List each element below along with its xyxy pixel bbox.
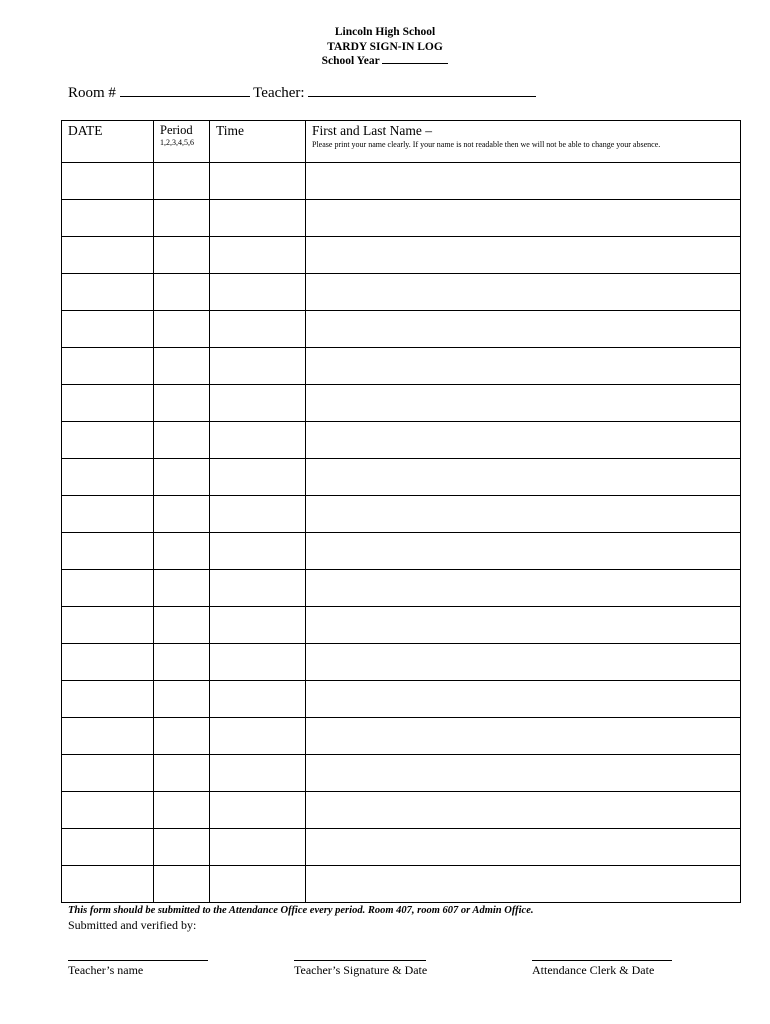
period-cell[interactable] — [154, 237, 210, 274]
name-cell[interactable] — [306, 163, 741, 200]
name-cell[interactable] — [306, 829, 741, 866]
name-header-note: Please print your name clearly. If your name is not readable then we will not be able to change your absence. — [312, 140, 661, 149]
date-header-label: DATE — [68, 123, 103, 138]
tardy-log-table — [61, 120, 741, 903]
time-cell[interactable] — [210, 348, 306, 385]
name-cell[interactable] — [306, 348, 741, 385]
school-year-line — [0, 54, 770, 69]
time-cell[interactable] — [210, 829, 306, 866]
teacher-name-signature — [68, 952, 208, 978]
attendance-clerk-line[interactable] — [532, 952, 672, 961]
date-cell[interactable] — [62, 422, 154, 459]
table-row — [62, 533, 741, 570]
form-header — [0, 25, 770, 69]
teacher-name-line[interactable] — [68, 952, 208, 961]
name-cell[interactable] — [306, 644, 741, 681]
time-cell[interactable] — [210, 459, 306, 496]
time-header-label: Time — [216, 123, 245, 138]
period-cell[interactable] — [154, 459, 210, 496]
submitted-verified-label: Submitted and verified by: — [68, 918, 197, 932]
time-cell[interactable] — [210, 200, 306, 237]
name-header-label: First and Last Name – — [312, 123, 432, 138]
room-label: Room # — [68, 85, 116, 101]
table-row — [62, 311, 741, 348]
time-cell[interactable] — [210, 422, 306, 459]
period-cell[interactable] — [154, 496, 210, 533]
attendance-clerk-signature — [532, 952, 672, 978]
name-cell[interactable] — [306, 274, 741, 311]
date-cell[interactable] — [62, 459, 154, 496]
table-row — [62, 163, 741, 200]
date-cell[interactable] — [62, 385, 154, 422]
time-cell[interactable] — [210, 163, 306, 200]
period-options: 1,2,3,4,5,6 — [160, 138, 194, 147]
table-header-row — [62, 121, 741, 163]
period-header-label: Period — [160, 123, 193, 137]
teacher-label: Teacher: — [253, 85, 305, 101]
period-cell[interactable] — [154, 422, 210, 459]
period-cell[interactable] — [154, 533, 210, 570]
date-cell[interactable] — [62, 792, 154, 829]
log-body — [62, 163, 741, 903]
time-cell[interactable] — [210, 496, 306, 533]
date-cell[interactable] — [62, 570, 154, 607]
submission-note: This form should be submitted to the Attendance Office every period. Room 407, room 607 or Admin Office. — [68, 905, 534, 916]
teacher-signature-caption: Teacher’s Signature & Date — [294, 963, 428, 977]
period-cell[interactable] — [154, 866, 210, 903]
time-cell[interactable] — [210, 533, 306, 570]
time-cell[interactable] — [210, 792, 306, 829]
period-cell[interactable] — [154, 829, 210, 866]
name-cell[interactable] — [306, 385, 741, 422]
school-year-field[interactable] — [382, 54, 448, 64]
table-row — [62, 459, 741, 496]
period-cell[interactable] — [154, 681, 210, 718]
name-cell[interactable] — [306, 755, 741, 792]
name-cell[interactable] — [306, 533, 741, 570]
room-teacher-line — [68, 84, 536, 102]
period-cell[interactable] — [154, 274, 210, 311]
table-row — [62, 755, 741, 792]
table-row — [62, 681, 741, 718]
period-header — [154, 121, 210, 163]
time-cell[interactable] — [210, 644, 306, 681]
table-row — [62, 644, 741, 681]
table-row — [62, 570, 741, 607]
teacher-name-caption: Teacher’s name — [68, 963, 144, 977]
teacher-signature-date — [294, 952, 427, 978]
name-header — [306, 121, 741, 163]
period-cell[interactable] — [154, 792, 210, 829]
table-row — [62, 607, 741, 644]
date-cell[interactable] — [62, 200, 154, 237]
table-row — [62, 200, 741, 237]
table-row — [62, 718, 741, 755]
name-cell[interactable] — [306, 681, 741, 718]
date-cell[interactable] — [62, 274, 154, 311]
school-name: Lincoln High School — [334, 26, 436, 38]
school-year-label: School Year — [321, 55, 380, 67]
table-row — [62, 792, 741, 829]
name-cell[interactable] — [306, 570, 741, 607]
time-cell[interactable] — [210, 237, 306, 274]
name-cell[interactable] — [306, 496, 741, 533]
name-cell[interactable] — [306, 311, 741, 348]
time-cell[interactable] — [210, 755, 306, 792]
form-title: TARDY SIGN-IN LOG — [327, 40, 443, 53]
date-cell[interactable] — [62, 163, 154, 200]
name-cell[interactable] — [306, 200, 741, 237]
date-cell[interactable] — [62, 311, 154, 348]
room-field[interactable] — [120, 84, 250, 97]
table-row — [62, 348, 741, 385]
table-row — [62, 829, 741, 866]
time-cell[interactable] — [210, 607, 306, 644]
period-cell[interactable] — [154, 200, 210, 237]
date-cell[interactable] — [62, 718, 154, 755]
time-header — [210, 121, 306, 163]
date-cell[interactable] — [62, 496, 154, 533]
date-cell[interactable] — [62, 607, 154, 644]
name-cell[interactable] — [306, 792, 741, 829]
date-cell[interactable] — [62, 348, 154, 385]
date-cell[interactable] — [62, 533, 154, 570]
attendance-clerk-caption: Attendance Clerk & Date — [532, 963, 655, 977]
date-cell[interactable] — [62, 237, 154, 274]
name-cell[interactable] — [306, 237, 741, 274]
name-cell[interactable] — [306, 718, 741, 755]
table-row — [62, 385, 741, 422]
time-cell[interactable] — [210, 311, 306, 348]
name-cell[interactable] — [306, 459, 741, 496]
period-cell[interactable] — [154, 163, 210, 200]
table-row — [62, 237, 741, 274]
date-cell[interactable] — [62, 829, 154, 866]
name-cell[interactable] — [306, 422, 741, 459]
name-cell[interactable] — [306, 607, 741, 644]
period-cell[interactable] — [154, 644, 210, 681]
period-cell[interactable] — [154, 348, 210, 385]
date-cell[interactable] — [62, 866, 154, 903]
time-cell[interactable] — [210, 274, 306, 311]
time-cell[interactable] — [210, 718, 306, 755]
teacher-field[interactable] — [308, 84, 536, 97]
table-row — [62, 496, 741, 533]
period-cell[interactable] — [154, 385, 210, 422]
date-cell[interactable] — [62, 644, 154, 681]
time-cell[interactable] — [210, 385, 306, 422]
table-row — [62, 422, 741, 459]
table-row — [62, 274, 741, 311]
period-cell[interactable] — [154, 607, 210, 644]
time-cell[interactable] — [210, 681, 306, 718]
date-cell[interactable] — [62, 755, 154, 792]
date-header — [62, 121, 154, 163]
time-cell[interactable] — [210, 570, 306, 607]
name-cell[interactable] — [306, 866, 741, 903]
period-cell[interactable] — [154, 570, 210, 607]
period-cell[interactable] — [154, 755, 210, 792]
table-row — [62, 866, 741, 903]
period-cell[interactable] — [154, 311, 210, 348]
period-cell[interactable] — [154, 718, 210, 755]
date-cell[interactable] — [62, 681, 154, 718]
teacher-signature-line[interactable] — [294, 952, 426, 961]
time-cell[interactable] — [210, 866, 306, 903]
